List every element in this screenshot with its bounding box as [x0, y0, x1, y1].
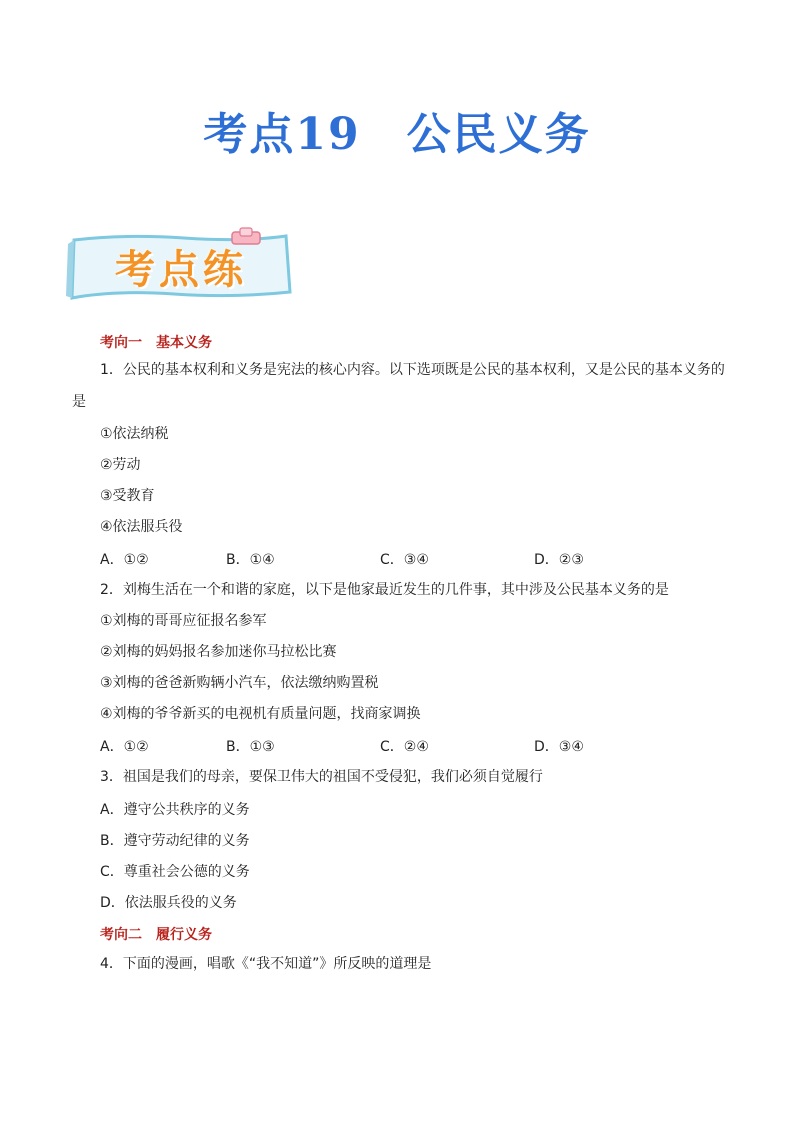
q2-option-d[interactable]: D．③④	[534, 739, 584, 755]
section-heading-1	[100, 332, 212, 352]
section-1-label2: 基本义务	[156, 335, 212, 351]
q2-stem: 2．刘梅生活在一个和谐的家庭，以下是他家最近发生的几件事，其中涉及公民基本义务的是	[100, 582, 669, 598]
q1-option-d[interactable]: D．②③	[534, 552, 584, 568]
title-part1: 考点19	[203, 109, 361, 160]
q2-item: ④刘梅的爷爷新买的电视机有质量问题，找商家调换	[100, 706, 421, 722]
q1-option-b[interactable]: B．①④	[226, 552, 275, 568]
badge-label: 考点练	[115, 247, 247, 293]
q3-stem: 3．祖国是我们的母亲，要保卫伟大的祖国不受侵犯，我们必须自觉履行	[100, 769, 543, 785]
q2-option-c[interactable]: C．②④	[380, 739, 429, 755]
page-title	[0, 98, 794, 162]
section-2-label1: 考向二	[100, 927, 142, 943]
q1-stem-line1: 1．公民的基本权利和义务是宪法的核心内容。以下选项既是公民的基本权利，又是公民的基本义务的	[100, 362, 725, 378]
section-2-label2: 履行义务	[156, 927, 212, 943]
q1-item: ②劳动	[100, 457, 141, 473]
q4-stem: 4．下面的漫画，唱歌《“我不知道”》所反映的道理是	[100, 956, 432, 972]
section-1-label1: 考向一	[100, 335, 142, 351]
q3-option-d[interactable]: D．依法服兵役的义务	[100, 895, 237, 911]
q2-option-a[interactable]: A．①②	[100, 739, 149, 755]
q1-item: ③受教育	[100, 488, 155, 504]
q2-item: ②刘梅的妈妈报名参加迷你马拉松比赛	[100, 644, 337, 660]
section-heading-2	[100, 924, 212, 944]
q1-option-a[interactable]: A．①②	[100, 552, 149, 568]
title-part2: 公民义务	[406, 109, 591, 160]
q2-option-b[interactable]: B．①③	[226, 739, 275, 755]
q3-option-b[interactable]: B．遵守劳动纪律的义务	[100, 833, 250, 849]
q2-item: ③刘梅的爸爸新购辆小汽车，依法缴纳购置税	[100, 675, 379, 691]
paperclip-icon	[230, 226, 264, 248]
q2-item: ①刘梅的哥哥应征报名参军	[100, 613, 267, 629]
q1-item: ④依法服兵役	[100, 519, 183, 535]
q1-stem-line2: 是	[72, 394, 86, 410]
q1-item: ①依法纳税	[100, 426, 169, 442]
q1-option-c[interactable]: C．③④	[380, 552, 429, 568]
q3-option-a[interactable]: A．遵守公共秩序的义务	[100, 802, 250, 818]
q3-option-c[interactable]: C．尊重社会公德的义务	[100, 864, 250, 880]
